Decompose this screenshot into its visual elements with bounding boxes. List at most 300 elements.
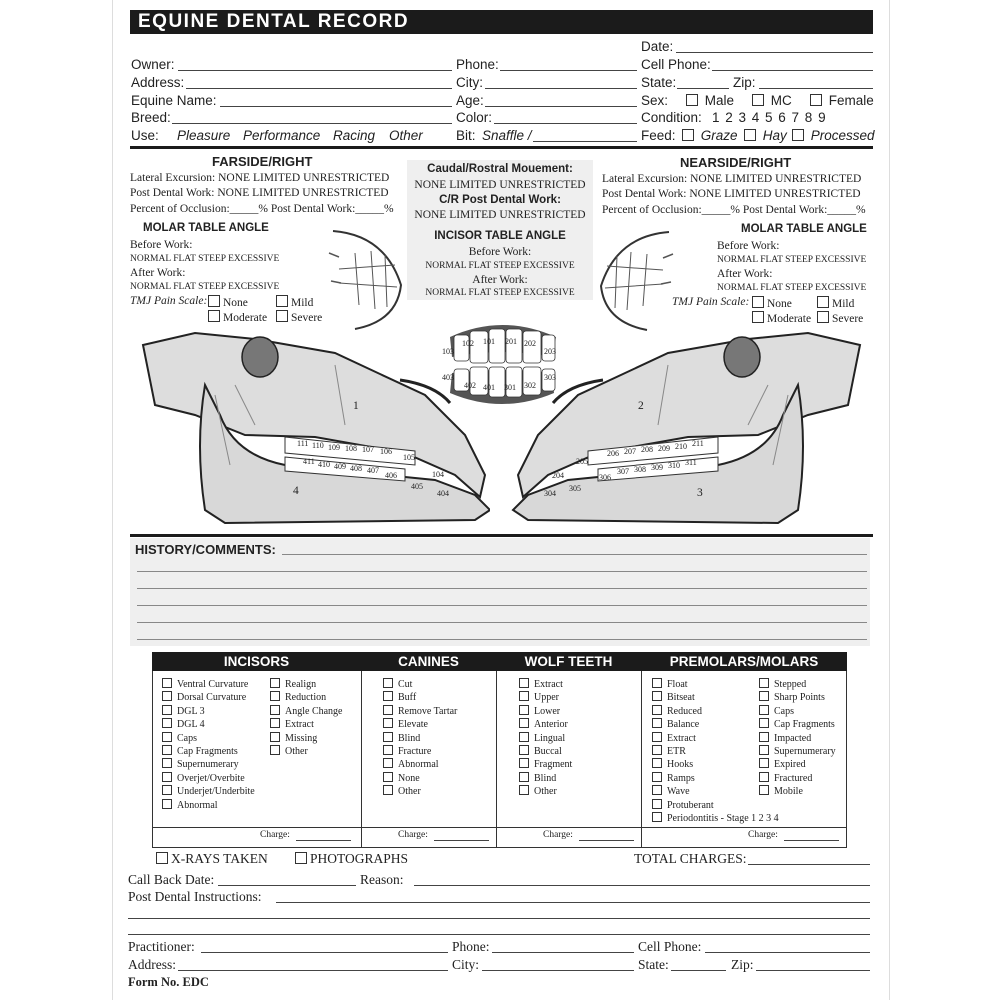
tooth-number[interactable]: 409 — [334, 462, 346, 471]
checkbox-icon — [162, 732, 172, 742]
tooth-number[interactable]: 310 — [668, 461, 680, 470]
quadrant-label: 1 — [353, 400, 359, 412]
incisor-option[interactable]: Ventral Curvature — [162, 678, 255, 691]
checkbox-icon — [519, 772, 529, 782]
tooth-number[interactable]: 404 — [437, 489, 449, 498]
checkbox-icon — [652, 799, 662, 809]
incisor-option[interactable]: Abnormal — [162, 799, 255, 812]
tooth-number[interactable]: 403 — [442, 373, 454, 382]
incisor-option[interactable]: Cap Fragments — [162, 745, 255, 758]
premolar-option[interactable]: Protuberant — [652, 799, 779, 812]
color-field[interactable] — [494, 123, 637, 124]
premolar-option[interactable]: Stepped — [759, 678, 836, 691]
farside-after-label: After Work: — [130, 267, 186, 279]
use-label: Use: — [131, 128, 159, 143]
incisor-after-label: After Work: — [472, 274, 528, 286]
post-instructions-field[interactable] — [276, 902, 870, 903]
footer-state-field[interactable] — [671, 970, 726, 971]
farside-tmj-severe[interactable]: Severe — [276, 310, 322, 324]
wolf-option[interactable]: Fragment — [519, 758, 572, 771]
sex-male-option[interactable]: Male — [686, 93, 734, 108]
wolf-charge-field[interactable] — [579, 840, 634, 841]
wolf-option[interactable]: Other — [519, 785, 572, 798]
practitioner-field[interactable] — [201, 952, 448, 953]
footer-address-label: Address: — [128, 957, 176, 972]
wolf-teeth-header: WOLF TEETH — [496, 652, 641, 671]
state-field[interactable] — [677, 88, 729, 89]
incisor-option[interactable]: DGL 3 — [162, 705, 255, 718]
tooth-number[interactable]: 303 — [544, 373, 556, 382]
checkbox-icon — [686, 94, 698, 106]
footer-state-label: State: — [638, 957, 669, 972]
checkbox-icon — [759, 691, 769, 701]
nearside-tmj-moderate[interactable]: Moderate — [752, 311, 811, 325]
canine-option[interactable]: None — [383, 772, 457, 785]
tooth-number[interactable]: 308 — [634, 465, 646, 474]
checkbox-icon — [276, 310, 288, 322]
use-other[interactable]: Other — [389, 128, 423, 143]
nearside-after-options[interactable]: NORMAL FLAT STEEP EXCESSIVE — [717, 283, 867, 293]
tooth-number[interactable]: 407 — [367, 466, 379, 475]
wolf-option[interactable]: Anterior — [519, 718, 572, 731]
tooth-number[interactable]: 209 — [658, 444, 670, 453]
tooth-number[interactable]: 103 — [442, 347, 454, 356]
checkbox-icon — [810, 94, 822, 106]
tooth-number[interactable]: 102 — [462, 339, 474, 348]
incisor-after-options[interactable]: NORMAL FLAT STEEP EXCESSIVE — [425, 288, 575, 298]
xrays-option[interactable]: X-RAYS TAKEN — [156, 851, 268, 867]
checkbox-icon — [652, 785, 662, 795]
premolar-option[interactable]: Hooks — [652, 758, 779, 771]
canine-option[interactable]: Remove Tartar — [383, 705, 457, 718]
cell-phone-field[interactable] — [712, 70, 873, 71]
history-line[interactable] — [282, 554, 867, 555]
nearside-before-label: Before Work: — [717, 240, 780, 252]
color-label: Color: — [456, 110, 493, 125]
tooth-number[interactable]: 406 — [385, 471, 397, 480]
wolf-option[interactable]: Upper — [519, 691, 572, 704]
premolar-option[interactable]: Extract — [652, 732, 779, 745]
post-instructions-line[interactable] — [128, 918, 870, 919]
bit-value: Snaffle / — [482, 128, 532, 143]
checkbox-icon — [752, 94, 764, 106]
divider — [130, 146, 873, 149]
nearside-title: NEARSIDE/RIGHT — [680, 155, 792, 170]
footer-city-label: City: — [452, 957, 480, 972]
premolar-option[interactable]: Expired — [759, 758, 836, 771]
tooth-number[interactable]: 306 — [599, 473, 611, 482]
tooth-number[interactable]: 206 — [607, 449, 619, 458]
nearside-post[interactable]: Post Dental Work: NONE LIMITED UNRESTRICTED — [602, 188, 861, 200]
tooth-number[interactable]: 110 — [312, 441, 324, 450]
photographs-option[interactable]: PHOTOGRAPHS — [295, 851, 408, 867]
tooth-number[interactable]: 107 — [362, 445, 374, 454]
nearside-before-options[interactable]: NORMAL FLAT STEEP EXCESSIVE — [717, 255, 867, 265]
checkbox-icon — [519, 678, 529, 688]
cr-post-options[interactable]: NONE LIMITED UNRESTRICTED — [414, 209, 586, 221]
footer-zip-label: Zip: — [731, 957, 754, 972]
checkbox-icon — [792, 129, 804, 141]
checkbox-icon — [652, 812, 662, 822]
canines-header: CANINES — [361, 652, 496, 671]
bit-field[interactable] — [533, 141, 637, 142]
column-divider — [361, 671, 362, 848]
incisor-option[interactable]: DGL 4 — [162, 718, 255, 731]
checkbox-icon — [652, 732, 662, 742]
canine-option[interactable]: Cut — [383, 678, 457, 691]
tooth-number[interactable]: 402 — [464, 381, 476, 390]
tooth-number[interactable]: 208 — [641, 445, 653, 454]
sex-female-option[interactable]: Female — [810, 93, 874, 108]
caudal-options[interactable]: NONE LIMITED UNRESTRICTED — [414, 179, 586, 191]
checkbox-icon — [519, 705, 529, 715]
checkbox-icon — [162, 799, 172, 809]
phone-label: Phone: — [456, 57, 499, 72]
incisors-header: INCISORS — [152, 652, 361, 671]
center-panel — [407, 160, 593, 300]
footer-cell-field[interactable] — [705, 952, 870, 953]
checkbox-icon — [519, 758, 529, 768]
premolar-option[interactable]: ETR — [652, 745, 779, 758]
checkbox-icon — [276, 295, 288, 307]
canine-option[interactable]: Abnormal — [383, 758, 457, 771]
incisor-angle-title: INCISOR TABLE ANGLE — [434, 230, 566, 242]
divider — [130, 534, 873, 537]
checkbox-icon — [270, 732, 280, 742]
premolar-option[interactable]: Float — [652, 678, 779, 691]
premolars-charge-label: Charge: — [748, 830, 778, 840]
canine-option[interactable]: Fracture — [383, 745, 457, 758]
tooth-number[interactable]: 101 — [483, 337, 495, 346]
use-racing[interactable]: Racing — [333, 128, 376, 143]
checkbox-icon — [519, 718, 529, 728]
farside-after-options[interactable]: NORMAL FLAT STEEP EXCESSIVE — [130, 282, 280, 292]
premolar-option[interactable]: Fractured — [759, 772, 836, 785]
checkbox-icon — [162, 745, 172, 755]
incisor-option[interactable]: Supernumerary — [162, 758, 255, 771]
tooth-number[interactable]: 301 — [504, 383, 516, 392]
checkbox-icon — [759, 678, 769, 688]
incisor-option[interactable]: Angle Change — [270, 705, 343, 718]
farside-before-label: Before Work: — [130, 239, 193, 251]
incisor-option[interactable]: Underjet/Underbite — [162, 785, 255, 798]
form-title: EQUINE DENTAL RECORD — [130, 10, 873, 34]
use-performance[interactable]: Performance — [243, 128, 321, 143]
canine-option[interactable]: Elevate — [383, 718, 457, 731]
canines-charge-label: Charge: — [398, 830, 428, 840]
checkbox-icon — [162, 758, 172, 768]
checkbox-icon — [759, 772, 769, 782]
checkbox-icon — [270, 745, 280, 755]
feed-processed[interactable]: Processed — [792, 128, 875, 143]
tooth-number[interactable]: 104 — [432, 470, 444, 479]
owner-label: Owner: — [131, 57, 175, 72]
incisor-before-label: Before Work: — [468, 246, 532, 258]
tooth-number[interactable]: 105 — [403, 453, 415, 462]
farside-tmj-moderate[interactable]: Moderate — [208, 310, 267, 324]
checkbox-icon — [652, 718, 662, 728]
incisor-option[interactable]: Extract — [270, 718, 343, 731]
quadrant-label: 3 — [697, 487, 703, 499]
tooth-number[interactable]: 109 — [328, 443, 340, 452]
checkbox-icon — [162, 691, 172, 701]
premolar-option[interactable]: Bitseat — [652, 691, 779, 704]
checkbox-icon — [759, 705, 769, 715]
history-line[interactable] — [137, 588, 867, 589]
incisors-charge-label: Charge: — [260, 830, 290, 840]
post-instructions-line[interactable] — [128, 934, 870, 935]
column-divider — [496, 671, 497, 848]
callback-label: Call Back Date: — [128, 872, 215, 887]
checkbox-icon — [270, 691, 280, 701]
owner-field[interactable] — [178, 70, 452, 71]
total-charges-label: TOTAL CHARGES: — [634, 851, 747, 866]
tooth-number[interactable]: 305 — [569, 484, 581, 493]
checkbox-icon — [519, 691, 529, 701]
premolar-option[interactable]: Periodontitis - Stage 1 2 3 4 — [652, 812, 779, 825]
quadrant-label: 4 — [293, 485, 299, 497]
checkbox-icon — [383, 678, 393, 688]
premolars-charge-field[interactable] — [784, 840, 839, 841]
checkbox-icon — [383, 772, 393, 782]
incisor-option[interactable]: Reduction — [270, 691, 343, 704]
nearside-after-label: After Work: — [717, 268, 773, 280]
feed-label: Feed: — [641, 128, 676, 143]
use-pleasure[interactable]: Pleasure — [177, 128, 231, 143]
history-line[interactable] — [137, 639, 867, 640]
incisor-before-options[interactable]: NORMAL FLAT STEEP EXCESSIVE — [425, 261, 575, 271]
tooth-number[interactable]: 202 — [524, 339, 536, 348]
premolar-option[interactable]: Supernumerary — [759, 745, 836, 758]
premolar-option[interactable]: Reduced — [652, 705, 779, 718]
quadrant-label: 2 — [638, 400, 644, 412]
tooth-number[interactable]: 302 — [524, 381, 536, 390]
zip-label: Zip: — [733, 75, 756, 90]
feed-graze[interactable]: Graze — [682, 128, 738, 143]
tooth-number[interactable]: 309 — [651, 463, 663, 472]
horse-skull-right-icon — [135, 325, 490, 530]
premolar-option[interactable]: Balance — [652, 718, 779, 731]
farside-occlusion[interactable]: Percent of Occlusion:_____% Post Dental Work:_____% — [130, 203, 394, 215]
history-label: HISTORY/COMMENTS: — [135, 542, 276, 557]
checkbox-icon — [270, 678, 280, 688]
incisor-option[interactable]: Overjet/Overbite — [162, 772, 255, 785]
premolar-option[interactable]: Impacted — [759, 732, 836, 745]
address-field[interactable] — [186, 88, 452, 89]
footer-zip-field[interactable] — [756, 970, 870, 971]
tooth-number[interactable]: 201 — [505, 337, 517, 346]
sex-mc-option[interactable]: MC — [752, 93, 792, 108]
checkbox-icon — [383, 718, 393, 728]
checkbox-icon — [208, 295, 220, 307]
premolar-option[interactable]: Wave — [652, 785, 779, 798]
nearside-molar-title: MOLAR TABLE ANGLE — [741, 223, 867, 235]
wolf-option[interactable]: Buccal — [519, 745, 572, 758]
history-line[interactable] — [137, 571, 867, 572]
feed-hay[interactable]: Hay — [744, 128, 787, 143]
checkbox-icon — [208, 310, 220, 322]
footer-city-field[interactable] — [482, 970, 634, 971]
checkbox-icon — [295, 852, 307, 864]
wolf-option[interactable]: Lingual — [519, 732, 572, 745]
footer-phone-field[interactable] — [492, 952, 634, 953]
bit-label: Bit: — [456, 128, 476, 143]
tooth-number[interactable]: 304 — [544, 489, 556, 498]
age-field[interactable] — [485, 106, 637, 107]
nearside-occlusion[interactable]: Percent of Occlusion:_____% Post Dental Work:_____% — [602, 204, 866, 216]
reason-label: Reason: — [360, 872, 404, 887]
skull-nearside — [510, 325, 868, 530]
canines-charge-field[interactable] — [434, 840, 489, 841]
incisor-option[interactable]: Dorsal Curvature — [162, 691, 255, 704]
checkbox-icon — [652, 678, 662, 688]
checkbox-icon — [162, 705, 172, 715]
checkbox-icon — [652, 691, 662, 701]
tooth-number[interactable]: 207 — [624, 447, 636, 456]
city-field[interactable] — [485, 88, 637, 89]
premolar-option[interactable]: Ramps — [652, 772, 779, 785]
horse-skull-left-icon — [510, 325, 868, 530]
checkbox-icon — [162, 718, 172, 728]
canine-option[interactable]: Blind — [383, 732, 457, 745]
checkbox-icon — [270, 705, 280, 715]
checkbox-icon — [383, 758, 393, 768]
nearside-tmj-mild[interactable]: Mild — [817, 296, 854, 310]
canines-list — [383, 678, 457, 799]
age-label: Age: — [456, 93, 484, 108]
checkbox-icon — [383, 785, 393, 795]
wolf-charge-label: Charge: — [543, 830, 573, 840]
checkbox-icon — [383, 705, 393, 715]
checkbox-icon — [752, 311, 764, 323]
wolf-option[interactable]: Extract — [519, 678, 572, 691]
tooth-number[interactable]: 408 — [350, 464, 362, 473]
date-label: Date: — [641, 39, 674, 54]
breed-label: Breed: — [131, 110, 171, 125]
wolf-option[interactable]: Lower — [519, 705, 572, 718]
tooth-number[interactable]: 410 — [318, 460, 330, 469]
tooth-number[interactable]: 211 — [692, 439, 704, 448]
address-label: Address: — [131, 75, 185, 90]
checkbox-icon — [759, 758, 769, 768]
column-divider — [641, 671, 642, 848]
total-charges-field[interactable] — [748, 864, 870, 865]
checkbox-icon — [759, 718, 769, 728]
premolars-header: PREMOLARS/MOLARS — [641, 652, 847, 671]
breed-field[interactable] — [172, 123, 452, 124]
checkbox-icon — [759, 745, 769, 755]
incisors-list-1 — [162, 678, 255, 812]
incisor-option[interactable]: Caps — [162, 732, 255, 745]
checkbox-icon — [652, 772, 662, 782]
incisor-option[interactable]: Other — [270, 745, 343, 758]
incisor-option[interactable]: Realign — [270, 678, 343, 691]
phone-field[interactable] — [500, 70, 637, 71]
equine-name-label: Equine Name: — [131, 93, 217, 108]
city-label: City: — [456, 75, 483, 90]
farside-post[interactable]: Post Dental Work: NONE LIMITED UNRESTRICTED — [130, 187, 389, 199]
cr-post-title: C/R Post Dental Work: — [439, 194, 561, 206]
incisor-option[interactable]: Missing — [270, 732, 343, 745]
checkbox-icon — [817, 311, 829, 323]
tooth-number[interactable]: 108 — [345, 444, 357, 453]
premolars-list-2 — [759, 678, 836, 799]
checkbox-icon — [759, 785, 769, 795]
premolar-option[interactable]: Sharp Points — [759, 691, 836, 704]
reason-field[interactable] — [414, 885, 870, 886]
tooth-number[interactable]: 401 — [483, 383, 495, 392]
farside-before-options[interactable]: NORMAL FLAT STEEP EXCESSIVE — [130, 254, 280, 264]
condition-scale[interactable]: 1 2 3 4 5 6 7 8 9 — [712, 110, 826, 125]
cell-phone-label: Cell Phone: — [641, 57, 711, 72]
farside-tmj-mild[interactable]: Mild — [276, 295, 313, 309]
premolar-option[interactable]: Caps — [759, 705, 836, 718]
tooth-number[interactable]: 204 — [552, 471, 564, 480]
history-line[interactable] — [137, 622, 867, 623]
farside-tmj-none[interactable]: None — [208, 295, 248, 309]
checkbox-icon — [652, 745, 662, 755]
post-instructions-label: Post Dental Instructions: — [128, 889, 262, 904]
farside-lateral[interactable]: Lateral Excursion: NONE LIMITED UNRESTRICTED — [130, 172, 390, 184]
tooth-number[interactable]: 307 — [617, 467, 629, 476]
practitioner-label: Practitioner: — [128, 939, 195, 954]
state-label: State: — [641, 75, 677, 90]
incisors-list-2 — [270, 678, 343, 758]
incisors-charge-field[interactable] — [296, 840, 351, 841]
checkbox-icon — [652, 705, 662, 715]
callback-field[interactable] — [218, 885, 356, 886]
nearside-lateral[interactable]: Lateral Excursion: NONE LIMITED UNRESTRICTED — [602, 173, 862, 185]
footer-cell-label: Cell Phone: — [638, 939, 702, 954]
tooth-number[interactable]: 411 — [303, 457, 315, 466]
checkbox-icon — [519, 732, 529, 742]
footer-address-field[interactable] — [178, 970, 448, 971]
checkbox-icon — [817, 296, 829, 308]
history-line[interactable] — [137, 605, 867, 606]
checkbox-icon — [162, 785, 172, 795]
tooth-number[interactable]: 203 — [544, 347, 556, 356]
premolar-option[interactable]: Cap Fragments — [759, 718, 836, 731]
checkbox-icon — [156, 852, 168, 864]
nearside-tmj-severe[interactable]: Severe — [817, 311, 863, 325]
tooth-number[interactable]: 210 — [675, 442, 687, 451]
equine-name-field[interactable] — [220, 106, 452, 107]
checkbox-icon — [744, 129, 756, 141]
tooth-number[interactable]: 106 — [380, 447, 392, 456]
checkbox-icon — [383, 691, 393, 701]
condition-label: Condition: — [641, 110, 702, 125]
tooth-number[interactable]: 111 — [297, 439, 309, 448]
checkbox-icon — [270, 718, 280, 728]
tooth-number[interactable]: 311 — [685, 458, 697, 467]
nearside-tmj-label: TMJ Pain Scale: — [672, 296, 750, 308]
date-field[interactable] — [676, 52, 873, 53]
sex-label: Sex: — [641, 93, 669, 108]
wolf-option[interactable]: Blind — [519, 772, 572, 785]
skull-farside — [135, 325, 490, 530]
tooth-number[interactable]: 205 — [576, 457, 588, 466]
jaw-sketch-right-icon — [325, 225, 407, 335]
canine-option[interactable]: Other — [383, 785, 457, 798]
canine-option[interactable]: Buff — [383, 691, 457, 704]
farside-molar-title: MOLAR TABLE ANGLE — [143, 222, 269, 234]
nearside-tmj-none[interactable]: None — [752, 296, 792, 310]
tooth-number[interactable]: 405 — [411, 482, 423, 491]
footer-phone-label: Phone: — [452, 939, 490, 954]
zip-field[interactable] — [759, 88, 873, 89]
farside-title: FARSIDE/RIGHT — [212, 154, 313, 169]
premolar-option[interactable]: Mobile — [759, 785, 836, 798]
